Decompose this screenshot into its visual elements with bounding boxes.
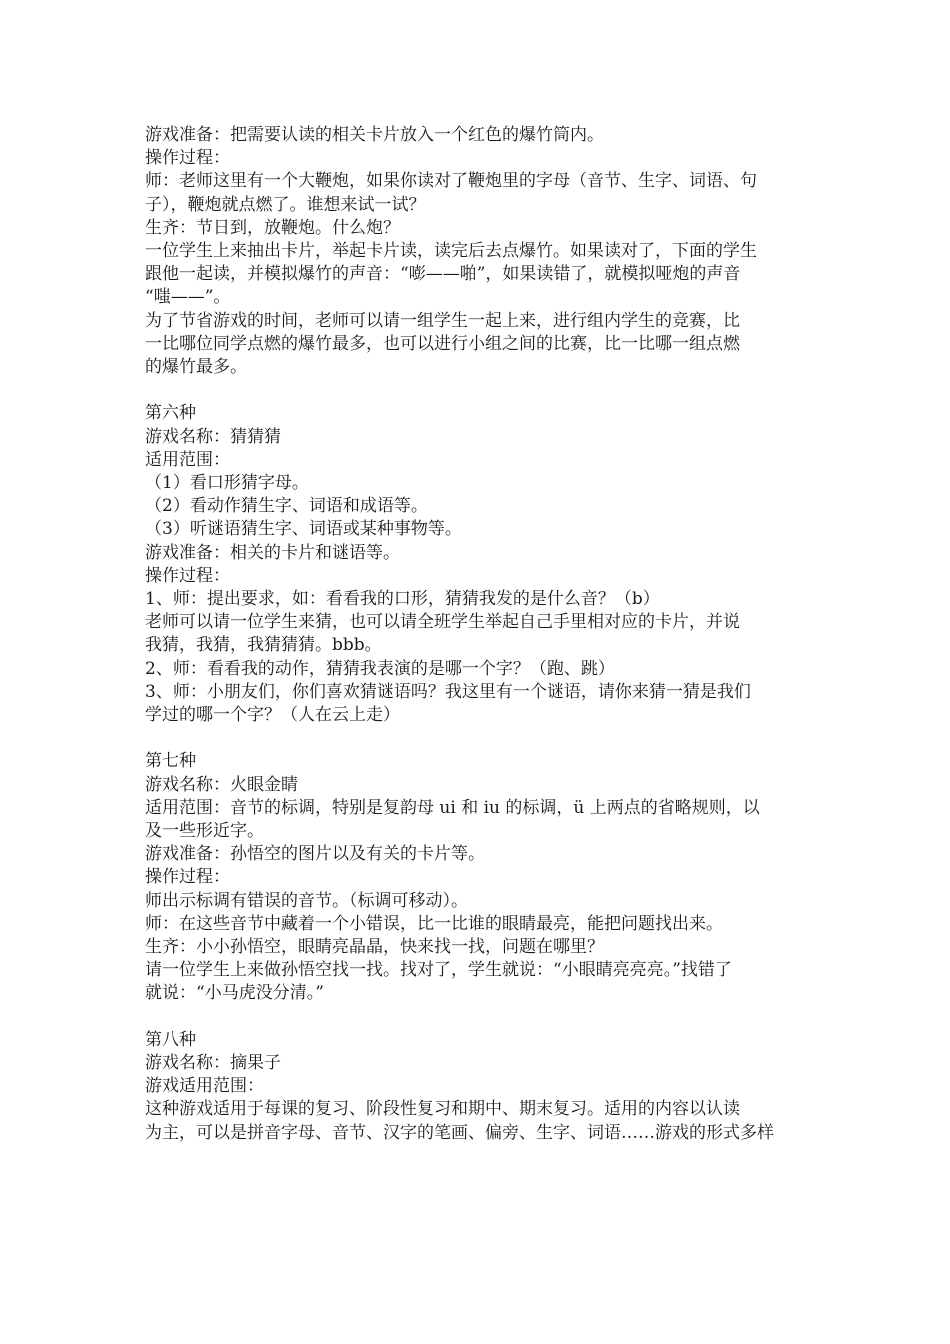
text-line: 游戏名称：摘果子 [145,1053,281,1074]
text-line: 操作过程： [145,565,230,586]
paragraph-gap [145,379,810,402]
text-line: 生齐：小小孙悟空，眼睛亮晶晶，快来找一找，问题在哪里？ [145,937,604,958]
text-line: 第七种 [145,751,196,772]
text-line: 跟他一起读，并模拟爆竹的声音：“嘭——啪”，如果读错了，就模拟哑炮的声音 [145,264,741,285]
text-line: 第六种 [145,403,196,424]
text-line: 师出示标调有错误的音节。（标调可移动）。 [145,890,468,911]
text-line: 游戏名称：猜猜猜 [145,426,281,447]
text-section [145,750,810,1005]
paragraph-gap [145,1006,810,1029]
text-line: 的爆竹最多。 [145,357,247,378]
text-line: 我猜，我猜，我猜猜猜。bbb。 [145,635,382,656]
text-line: 师：老师这里有一个大鞭炮，如果你读对了鞭炮里的字母（音节、生字、词语、句 [145,171,757,192]
text-line: 适用范围： [145,449,230,470]
text-line: 第八种 [145,1029,196,1050]
text-line: 3、师：小朋友们，你们喜欢猜谜语吗？我这里有一个谜语，请你来猜一猜是我们 [145,681,751,702]
document-page [145,124,810,1145]
text-line: 这种游戏适用于每课的复习、阶段性复习和期中、期末复习。适用的内容以认读 [145,1099,740,1120]
text-line: 2、师：看看我的动作，猜猜我表演的是哪一个字？（跑、跳） [145,658,615,679]
text-line: 请一位学生上来做孙悟空找一找。找对了，学生就说：“小眼睛亮亮亮。”找错了 [145,960,732,981]
text-line: （3）听谜语猜生字、词语或某种事物等。 [145,519,462,540]
text-line: 子），鞭炮就点燃了。谁想来试一试？ [145,194,426,215]
text-section [145,402,810,727]
text-line: 操作过程： [145,867,230,888]
text-line: 游戏准备：孙悟空的图片以及有关的卡片等。 [145,844,485,865]
text-line: 学过的哪一个字？（人在云上走） [145,705,400,726]
text-line: 游戏准备：把需要认读的相关卡片放入一个红色的爆竹筒内。 [145,125,604,145]
text-line: （1）看口形猜字母。 [145,473,309,494]
text-line: “嗤——”。 [145,287,231,308]
text-line: 一位学生上来抽出卡片，举起卡片读，读完后去点爆竹。如果读对了，下面的学生 [145,241,757,262]
text-section [145,124,810,379]
text-line: 为了节省游戏的时间，老师可以请一组学生一起上来，进行组内学生的竞赛，比 [145,310,740,331]
text-line: 生齐：节日到，放鞭炮。什么炮？ [145,217,400,238]
text-line: 游戏名称：火眼金睛 [145,774,298,795]
text-section [145,1029,810,1145]
text-line: （2）看动作猜生字、词语和成语等。 [145,496,428,517]
text-line: 游戏准备：相关的卡片和谜语等。 [145,542,400,563]
text-line: 游戏适用范围： [145,1076,264,1097]
text-line: 一比哪位同学点燃的爆竹最多，也可以进行小组之间的比赛，比一比哪一组点燃 [145,333,740,354]
text-line: 就说：“小马虎没分清。” [145,983,324,1004]
text-line: 师：在这些音节中藏着一个小错误，比一比谁的眼睛最亮，能把问题找出来。 [145,913,723,934]
text-line: 及一些形近字。 [145,821,264,842]
text-line: 为主，可以是拼音字母、音节、汉字的笔画、偏旁、生字、词语……游戏的形式多样 [145,1122,774,1143]
text-line: 适用范围：音节的标调，特别是复韵母 ui 和 iu 的标调，ü 上两点的省略规则，以 [145,797,760,818]
text-line: 老师可以请一位学生来猜，也可以请全班学生举起自己手里相对应的卡片，并说 [145,612,740,633]
text-line: 操作过程： [145,148,230,169]
paragraph-gap [145,727,810,750]
text-line: 1、师：提出要求，如：看看我的口形，猜猜我发的是什么音？（b） [145,589,660,610]
